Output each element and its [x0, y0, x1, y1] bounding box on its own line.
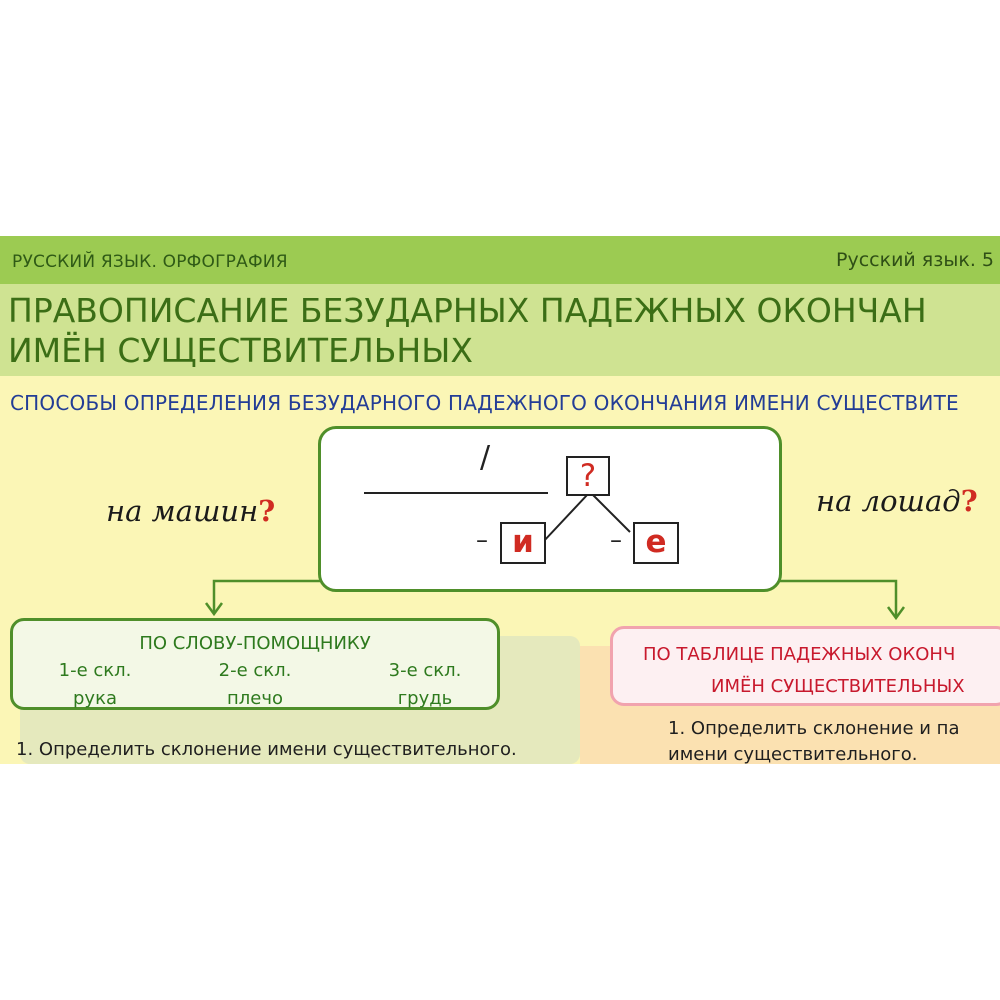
book-label: Русский язык. 5	[836, 249, 994, 271]
ending-table-title-line-2: ИМЁН СУЩЕСТВИТЕЛЬНЫХ	[711, 676, 965, 697]
page-subtitle: СПОСОБЫ ОПРЕДЕЛЕНИЯ БЕЗУДАРНОГО ПАДЕЖНОГО ОКОНЧАНИЯ ИМЕНИ СУЩЕСТВИТЕ	[10, 391, 959, 415]
declension-2	[195, 657, 315, 713]
declension-label: 1-е скл.	[58, 660, 132, 681]
ending-e-box: е	[633, 522, 679, 564]
left-example-stem: на машин	[106, 494, 259, 528]
ending-e-dash: –	[610, 526, 622, 554]
stress-mark: /	[480, 440, 491, 475]
ending-table-title-line-1: ПО ТАБЛИЦЕ ПАДЕЖНЫХ ОКОНЧ	[643, 644, 956, 665]
arrow-left-line	[214, 581, 320, 612]
poster	[0, 236, 1000, 764]
declension-3	[365, 657, 485, 713]
ending-table-step-1	[668, 716, 959, 764]
branch-left	[543, 494, 588, 542]
unknown-ending-box: ?	[566, 456, 610, 496]
ending-i-dash: –	[476, 526, 488, 554]
helper-word-title: ПО СЛОВУ-ПОМОЩНИКУ	[139, 633, 371, 654]
right-question-mark: ?	[960, 484, 978, 518]
declension-word: грудь	[397, 688, 453, 709]
declension-word: рука	[73, 688, 117, 709]
ending-table-step-1-line-2: имени существительного.	[668, 744, 918, 764]
helper-word-method-box	[10, 618, 500, 710]
ending-i-box: и	[500, 522, 546, 564]
declension-label: 2-е скл.	[218, 660, 292, 681]
title-line-1: ПРАВОПИСАНИЕ БЕЗУДАРНЫХ ПАДЕЖНЫХ ОКОНЧАН	[8, 291, 927, 330]
left-question-mark: ?	[258, 494, 276, 528]
declension-word: плечо	[227, 688, 283, 709]
declension-label: 3-е скл.	[388, 660, 462, 681]
ending-table-step-1-line-1: 1. Определить склонение и па	[668, 718, 960, 739]
arrow-right-line	[780, 581, 896, 616]
ending-table-title	[643, 639, 965, 703]
ending-table-method-box	[610, 626, 1000, 706]
helper-word-step-1: 1. Определить склонение имени существительного.	[16, 739, 517, 760]
section-label: РУССКИЙ ЯЗЫК. ОРФОГРАФИЯ	[12, 252, 288, 272]
right-example-stem: на лошад	[816, 484, 961, 518]
title-line-2: ИМЁН СУЩЕСТВИТЕЛЬНЫХ	[8, 331, 473, 370]
declension-1	[35, 657, 155, 713]
